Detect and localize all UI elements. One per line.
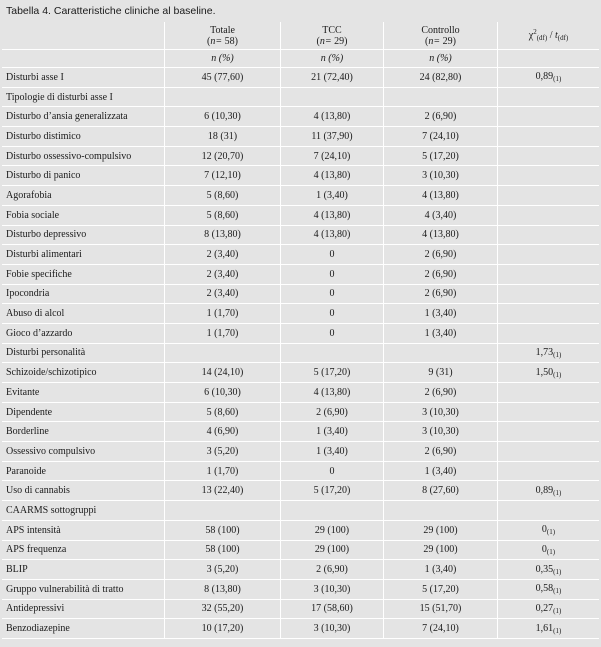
- row-label: Dipendente: [2, 403, 165, 423]
- cell-controllo: 2 (6,90): [384, 383, 498, 403]
- header-tcc-n: 29: [334, 35, 345, 47]
- cell-tcc: [281, 501, 384, 521]
- cell-statistic: [498, 206, 599, 226]
- table-row: [2, 127, 599, 147]
- row-label: Fobie specifiche: [2, 265, 165, 285]
- table-row: [2, 580, 599, 600]
- table-row: [2, 442, 599, 462]
- header-totale: Totale (n= 58): [165, 22, 281, 50]
- cell-tcc: 0: [281, 324, 384, 344]
- statistic-df: (1): [553, 626, 562, 635]
- cell-controllo: 29 (100): [384, 521, 498, 541]
- cell-tcc: 1 (3,40): [281, 422, 384, 442]
- cell-tcc: 3 (10,30): [281, 619, 384, 639]
- header-totale-name: Totale: [210, 24, 235, 36]
- table-row: [2, 560, 599, 580]
- cell-controllo: 5 (17,20): [384, 580, 498, 600]
- row-label: Abuso di alcol: [2, 304, 165, 324]
- cell-controllo: 2 (6,90): [384, 442, 498, 462]
- cell-tcc: 21 (72,40): [281, 68, 384, 88]
- cell-totale: 2 (3,40): [165, 285, 281, 305]
- table-row: [2, 403, 599, 423]
- cell-totale: 2 (3,40): [165, 245, 281, 265]
- cell-tcc: 0: [281, 265, 384, 285]
- row-label: Disturbo distimico: [2, 127, 165, 147]
- cell-controllo: 2 (6,90): [384, 107, 498, 127]
- cell-totale: 14 (24,10): [165, 363, 281, 383]
- row-label: Disturbo di panico: [2, 166, 165, 186]
- statistic-df: (1): [553, 75, 562, 84]
- table-row: [2, 324, 599, 344]
- row-label: Disturbi asse I: [2, 68, 165, 88]
- cell-statistic: [498, 304, 599, 324]
- stat-t: t: [554, 30, 558, 41]
- row-label: CAARMS sottogruppi: [2, 501, 165, 521]
- table-caption: Tabella 4. Caratteristiche cliniche al baseline.: [0, 0, 601, 22]
- units-totale: n (%): [165, 50, 281, 68]
- row-label: Evitante: [2, 383, 165, 403]
- stat-chi: χ: [528, 30, 534, 41]
- header-empty-cell: [2, 22, 165, 50]
- row-label: Gioco d’azzardo: [2, 324, 165, 344]
- table-row: [2, 344, 599, 364]
- table-row: [2, 304, 599, 324]
- table-row: [2, 186, 599, 206]
- cell-statistic: [498, 127, 599, 147]
- cell-statistic: [498, 462, 599, 482]
- cell-tcc: 7 (24,10): [281, 147, 384, 167]
- cell-statistic: [498, 107, 599, 127]
- cell-tcc: 1 (3,40): [281, 186, 384, 206]
- cell-statistic: [498, 580, 599, 600]
- statistic-df: (1): [546, 547, 556, 556]
- row-label: Ossessivo compulsivo: [2, 442, 165, 462]
- cell-totale: 5 (8,60): [165, 403, 281, 423]
- header-n-prefix: n=: [428, 35, 443, 47]
- cell-statistic: [498, 481, 599, 501]
- cell-statistic: [498, 226, 599, 246]
- statistic-value: 1,73: [535, 346, 554, 358]
- table-row: [2, 147, 599, 167]
- statistic-df: (1): [553, 370, 562, 379]
- statistic-value: 0: [541, 524, 547, 536]
- cell-statistic: [498, 88, 599, 108]
- cell-totale: 10 (17,20): [165, 619, 281, 639]
- row-label: Ipocondria: [2, 285, 165, 305]
- cell-tcc: 5 (17,20): [281, 481, 384, 501]
- statistic-df: (1): [553, 606, 562, 615]
- cell-statistic: [498, 68, 599, 88]
- cell-controllo: 1 (3,40): [384, 462, 498, 482]
- cell-totale: 6 (10,30): [165, 383, 281, 403]
- cell-controllo: [384, 88, 498, 108]
- cell-tcc: 5 (17,20): [281, 363, 384, 383]
- cell-statistic: [498, 265, 599, 285]
- cell-totale: 3 (5,20): [165, 442, 281, 462]
- cell-tcc: 3 (10,30): [281, 580, 384, 600]
- cell-tcc: 0: [281, 245, 384, 265]
- row-label: Paranoide: [2, 462, 165, 482]
- table-row: [2, 541, 599, 561]
- table-row: [2, 206, 599, 226]
- cell-tcc: 4 (13,80): [281, 107, 384, 127]
- table-row: [2, 600, 599, 620]
- statistic-df: (1): [553, 567, 562, 576]
- cell-totale: 1 (1,70): [165, 324, 281, 344]
- cell-statistic: [498, 560, 599, 580]
- cell-controllo: 7 (24,10): [384, 619, 498, 639]
- statistic-value: 0,89: [535, 484, 554, 496]
- units-statistic-empty: [498, 50, 599, 68]
- cell-statistic: [498, 442, 599, 462]
- statistic-value: 0,27: [535, 602, 554, 614]
- cell-controllo: 3 (10,30): [384, 422, 498, 442]
- cell-tcc: 17 (58,60): [281, 600, 384, 620]
- cell-statistic: [498, 383, 599, 403]
- statistic-value: 1,61: [535, 622, 554, 634]
- cell-totale: 3 (5,20): [165, 560, 281, 580]
- cell-tcc: 4 (13,80): [281, 383, 384, 403]
- header-controllo-name: Controllo: [421, 24, 460, 36]
- table-row: [2, 68, 599, 88]
- header-tcc-name: TCC: [322, 24, 342, 36]
- cell-tcc: 0: [281, 304, 384, 324]
- header-tcc: TCC (n= 29): [281, 22, 384, 50]
- cell-controllo: 4 (3,40): [384, 206, 498, 226]
- cell-controllo: 1 (3,40): [384, 560, 498, 580]
- stat-sep: /: [547, 30, 555, 41]
- cell-statistic: [498, 344, 599, 364]
- header-controllo: Controllo (n= 29): [384, 22, 498, 50]
- units-row: [2, 50, 599, 68]
- table-row: [2, 481, 599, 501]
- cell-totale: 18 (31): [165, 127, 281, 147]
- cell-statistic: [498, 245, 599, 265]
- table-row: [2, 245, 599, 265]
- table-row: [2, 166, 599, 186]
- statistic-df: (1): [553, 488, 562, 497]
- cell-statistic: [498, 147, 599, 167]
- table-row: [2, 619, 599, 639]
- cell-totale: 5 (8,60): [165, 186, 281, 206]
- header-controllo-n: 29: [442, 35, 453, 47]
- cell-totale: 6 (10,30): [165, 107, 281, 127]
- units-tcc: n (%): [281, 50, 384, 68]
- cell-controllo: 24 (82,80): [384, 68, 498, 88]
- cell-statistic: [498, 285, 599, 305]
- header-statistic: [498, 22, 599, 50]
- cell-statistic: [498, 619, 599, 639]
- cell-statistic: [498, 521, 599, 541]
- cell-totale: [165, 501, 281, 521]
- cell-totale: 45 (77,60): [165, 68, 281, 88]
- cell-totale: 58 (100): [165, 521, 281, 541]
- row-label: Antidepressivi: [2, 600, 165, 620]
- clinical-characteristics-table: [2, 22, 599, 639]
- header-n-prefix: n=: [319, 35, 335, 47]
- statistic-value: 0,58: [535, 583, 554, 595]
- header-n-prefix: n=: [210, 35, 225, 47]
- cell-tcc: 29 (100): [281, 521, 384, 541]
- cell-statistic: [498, 166, 599, 186]
- cell-totale: 1 (1,70): [165, 462, 281, 482]
- cell-totale: 2 (3,40): [165, 265, 281, 285]
- cell-tcc: 4 (13,80): [281, 166, 384, 186]
- cell-totale: 1 (1,70): [165, 304, 281, 324]
- table-row: [2, 107, 599, 127]
- cell-controllo: 2 (6,90): [384, 245, 498, 265]
- cell-controllo: 1 (3,40): [384, 304, 498, 324]
- cell-tcc: [281, 344, 384, 364]
- statistic-df: (1): [553, 587, 562, 596]
- cell-controllo: 29 (100): [384, 541, 498, 561]
- cell-tcc: 0: [281, 285, 384, 305]
- cell-statistic: [498, 186, 599, 206]
- cell-controllo: 3 (10,30): [384, 166, 498, 186]
- cell-tcc: 2 (6,90): [281, 403, 384, 423]
- cell-statistic: [498, 541, 599, 561]
- cell-controllo: 4 (13,80): [384, 186, 498, 206]
- cell-controllo: [384, 501, 498, 521]
- row-label: Disturbo ossessivo-compulsivo: [2, 147, 165, 167]
- row-label: BLIP: [2, 560, 165, 580]
- table-row: [2, 363, 599, 383]
- header-totale-n: 58: [224, 35, 235, 47]
- table-row: [2, 501, 599, 521]
- statistic-value: 0,89: [535, 71, 554, 83]
- row-label: Disturbo d’ansia generalizzata: [2, 107, 165, 127]
- row-label: Disturbi alimentari: [2, 245, 165, 265]
- statistic-value: 0,35: [535, 563, 554, 575]
- cell-totale: 8 (13,80): [165, 226, 281, 246]
- cell-statistic: [498, 324, 599, 344]
- cell-tcc: [281, 88, 384, 108]
- row-label: Uso di cannabis: [2, 481, 165, 501]
- table-row: [2, 88, 599, 108]
- cell-totale: 32 (55,20): [165, 600, 281, 620]
- table-row: [2, 521, 599, 541]
- row-label: Fobia sociale: [2, 206, 165, 226]
- cell-controllo: 5 (17,20): [384, 147, 498, 167]
- cell-tcc: 29 (100): [281, 541, 384, 561]
- cell-controllo: 4 (13,80): [384, 226, 498, 246]
- table-body: [2, 68, 599, 639]
- cell-tcc: 11 (37,90): [281, 127, 384, 147]
- stat-t-sub: (df): [557, 34, 569, 42]
- cell-controllo: 1 (3,40): [384, 324, 498, 344]
- row-label: Benzodiazepine: [2, 619, 165, 639]
- cell-controllo: 8 (27,60): [384, 481, 498, 501]
- cell-totale: 5 (8,60): [165, 206, 281, 226]
- row-label: Gruppo vulnerabilità di tratto: [2, 580, 165, 600]
- units-controllo: n (%): [384, 50, 498, 68]
- cell-statistic: [498, 501, 599, 521]
- cell-tcc: 4 (13,80): [281, 226, 384, 246]
- stat-chi-sub: (df): [536, 34, 548, 42]
- cell-totale: 13 (22,40): [165, 481, 281, 501]
- cell-controllo: 15 (51,70): [384, 600, 498, 620]
- cell-statistic: [498, 363, 599, 383]
- cell-totale: 58 (100): [165, 541, 281, 561]
- cell-totale: 4 (6,90): [165, 422, 281, 442]
- table-row: [2, 462, 599, 482]
- cell-totale: 12 (20,70): [165, 147, 281, 167]
- cell-tcc: 0: [281, 462, 384, 482]
- cell-statistic: [498, 422, 599, 442]
- cell-statistic: [498, 403, 599, 423]
- row-label: Schizoide/schizotipico: [2, 363, 165, 383]
- statistic-df: (1): [553, 350, 562, 359]
- table-row: [2, 226, 599, 246]
- cell-tcc: 2 (6,90): [281, 560, 384, 580]
- cell-controllo: 2 (6,90): [384, 265, 498, 285]
- header-row: [2, 22, 599, 50]
- cell-controllo: 2 (6,90): [384, 285, 498, 305]
- stat-chi-sup: 2: [533, 28, 537, 36]
- cell-totale: 7 (12,10): [165, 166, 281, 186]
- cell-statistic: [498, 600, 599, 620]
- statistic-value: 1,50: [535, 366, 554, 378]
- cell-controllo: [384, 344, 498, 364]
- row-label: Disturbi personalità: [2, 344, 165, 364]
- row-label: Disturbo depressivo: [2, 226, 165, 246]
- table-row: [2, 265, 599, 285]
- cell-tcc: 1 (3,40): [281, 442, 384, 462]
- statistic-value: 0: [541, 543, 547, 555]
- row-label: APS frequenza: [2, 541, 165, 561]
- statistic-df: (1): [546, 528, 556, 537]
- units-empty-cell: [2, 50, 165, 68]
- row-label: APS intensità: [2, 521, 165, 541]
- row-label: Tipologie di disturbi asse I: [2, 88, 165, 108]
- row-label: Borderline: [2, 422, 165, 442]
- cell-totale: [165, 344, 281, 364]
- cell-totale: 8 (13,80): [165, 580, 281, 600]
- cell-tcc: 4 (13,80): [281, 206, 384, 226]
- table-row: [2, 285, 599, 305]
- cell-totale: [165, 88, 281, 108]
- cell-controllo: 9 (31): [384, 363, 498, 383]
- row-label: Agorafobia: [2, 186, 165, 206]
- cell-controllo: 7 (24,10): [384, 127, 498, 147]
- table-row: [2, 422, 599, 442]
- cell-controllo: 3 (10,30): [384, 403, 498, 423]
- table-row: [2, 383, 599, 403]
